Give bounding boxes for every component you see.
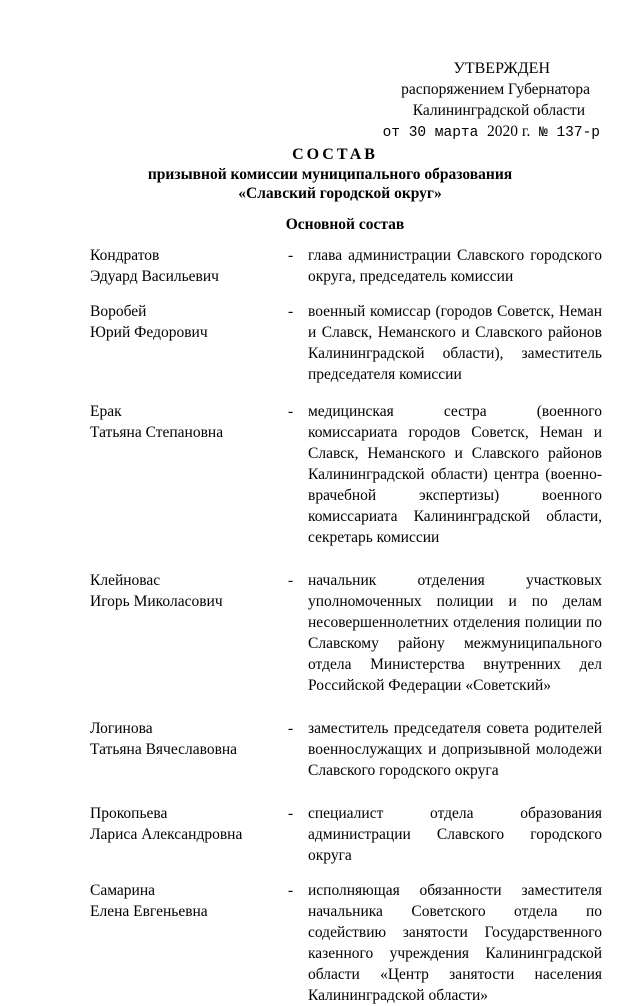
member-surname: Воробей [90, 303, 147, 320]
member-given-name: Эдуард Васильевич [90, 268, 219, 285]
document-title [0, 145, 640, 203]
member-given-name: Игорь Миколасович [90, 593, 223, 610]
member-role: начальник отделения участковых уполномоченных полиции и по делам несовершеннолетних отделения полиции по Славскому району межмуниципального отдела Министерства внутренних дел Российской Федерации «Советский» [308, 572, 602, 694]
member-row [90, 245, 602, 287]
members-list [90, 245, 602, 1006]
member-dash: - [288, 247, 294, 264]
member-dash: - [288, 720, 294, 737]
approval-date: от 30 марта [382, 125, 479, 141]
member-name [90, 880, 288, 922]
member-role: военный комиссар (городов Советск, Неман и Славск, Неманского и Славского районов Калининградской области), заместитель председателя комиссии [308, 303, 602, 383]
member-name [90, 718, 288, 760]
member-given-name: Юрий Федорович [90, 324, 208, 341]
member-surname: Клейновас [90, 572, 161, 589]
member-row [90, 718, 602, 781]
member-name [90, 301, 288, 343]
member-surname: Логинова [90, 720, 153, 737]
approval-date-number [340, 121, 600, 144]
title-line-municipality: «Славский городской округ» [238, 185, 442, 202]
member-given-name: Елена Евгеньевна [90, 903, 208, 920]
member-given-name: Татьяна Вячеславовна [90, 741, 238, 758]
member-row [90, 803, 602, 866]
member-dash: - [288, 572, 294, 589]
member-given-name: Татьяна Степановна [90, 424, 224, 441]
approval-authority: распоряжением Губернатора [401, 81, 590, 98]
member-surname: Кондратов [90, 247, 160, 264]
member-row [90, 401, 602, 548]
member-role: глава администрации Славского городского округа, председатель комиссии [308, 247, 602, 285]
member-surname: Ерак [90, 403, 122, 420]
member-dash: - [288, 805, 294, 822]
approval-year: 2020 г. [487, 123, 531, 140]
member-row [90, 301, 602, 385]
title-line-commission: призывной комиссии муниципального образования [147, 166, 513, 183]
member-role: заместитель председателя совета родителей военнослужащих и допризывной молодежи Славского городского округа [308, 720, 602, 779]
member-dash: - [288, 303, 294, 320]
approval-title: УТВЕРЖДЕН [453, 60, 550, 77]
member-role: специалист отдела образования администрации Славского городского округа [308, 805, 602, 864]
member-role: медицинская сестра (военного комиссариата городов Советск, Неман и Славск, Неманского и Славского районов Калининградской области) центра (военно-врачебной экспертизы) военного комиссариата Калининградской области, секретарь комиссии [308, 403, 602, 546]
section-title: Основной состав [285, 216, 405, 233]
member-dash: - [288, 882, 294, 899]
member-surname: Прокопьева [90, 805, 168, 822]
approval-region: Калининградской области [412, 102, 585, 119]
member-name [90, 401, 288, 443]
member-row [90, 570, 602, 696]
member-role: исполняющая обязанности заместителя начальника Советского отдела по содействию занятости Государственного казенного учреждения Калининградской области «Центр занятости населения Калининградской области» [308, 882, 602, 1004]
member-name [90, 570, 288, 612]
member-name [90, 245, 288, 287]
member-given-name: Лариса Александровна [90, 826, 243, 843]
member-surname: Самарина [90, 882, 156, 899]
approval-number: № 137-р [539, 125, 600, 141]
approval-block [340, 58, 600, 144]
member-row [90, 880, 602, 1006]
member-dash: - [288, 403, 294, 420]
title-heading: СОСТАВ [292, 146, 378, 163]
member-name [90, 803, 288, 845]
